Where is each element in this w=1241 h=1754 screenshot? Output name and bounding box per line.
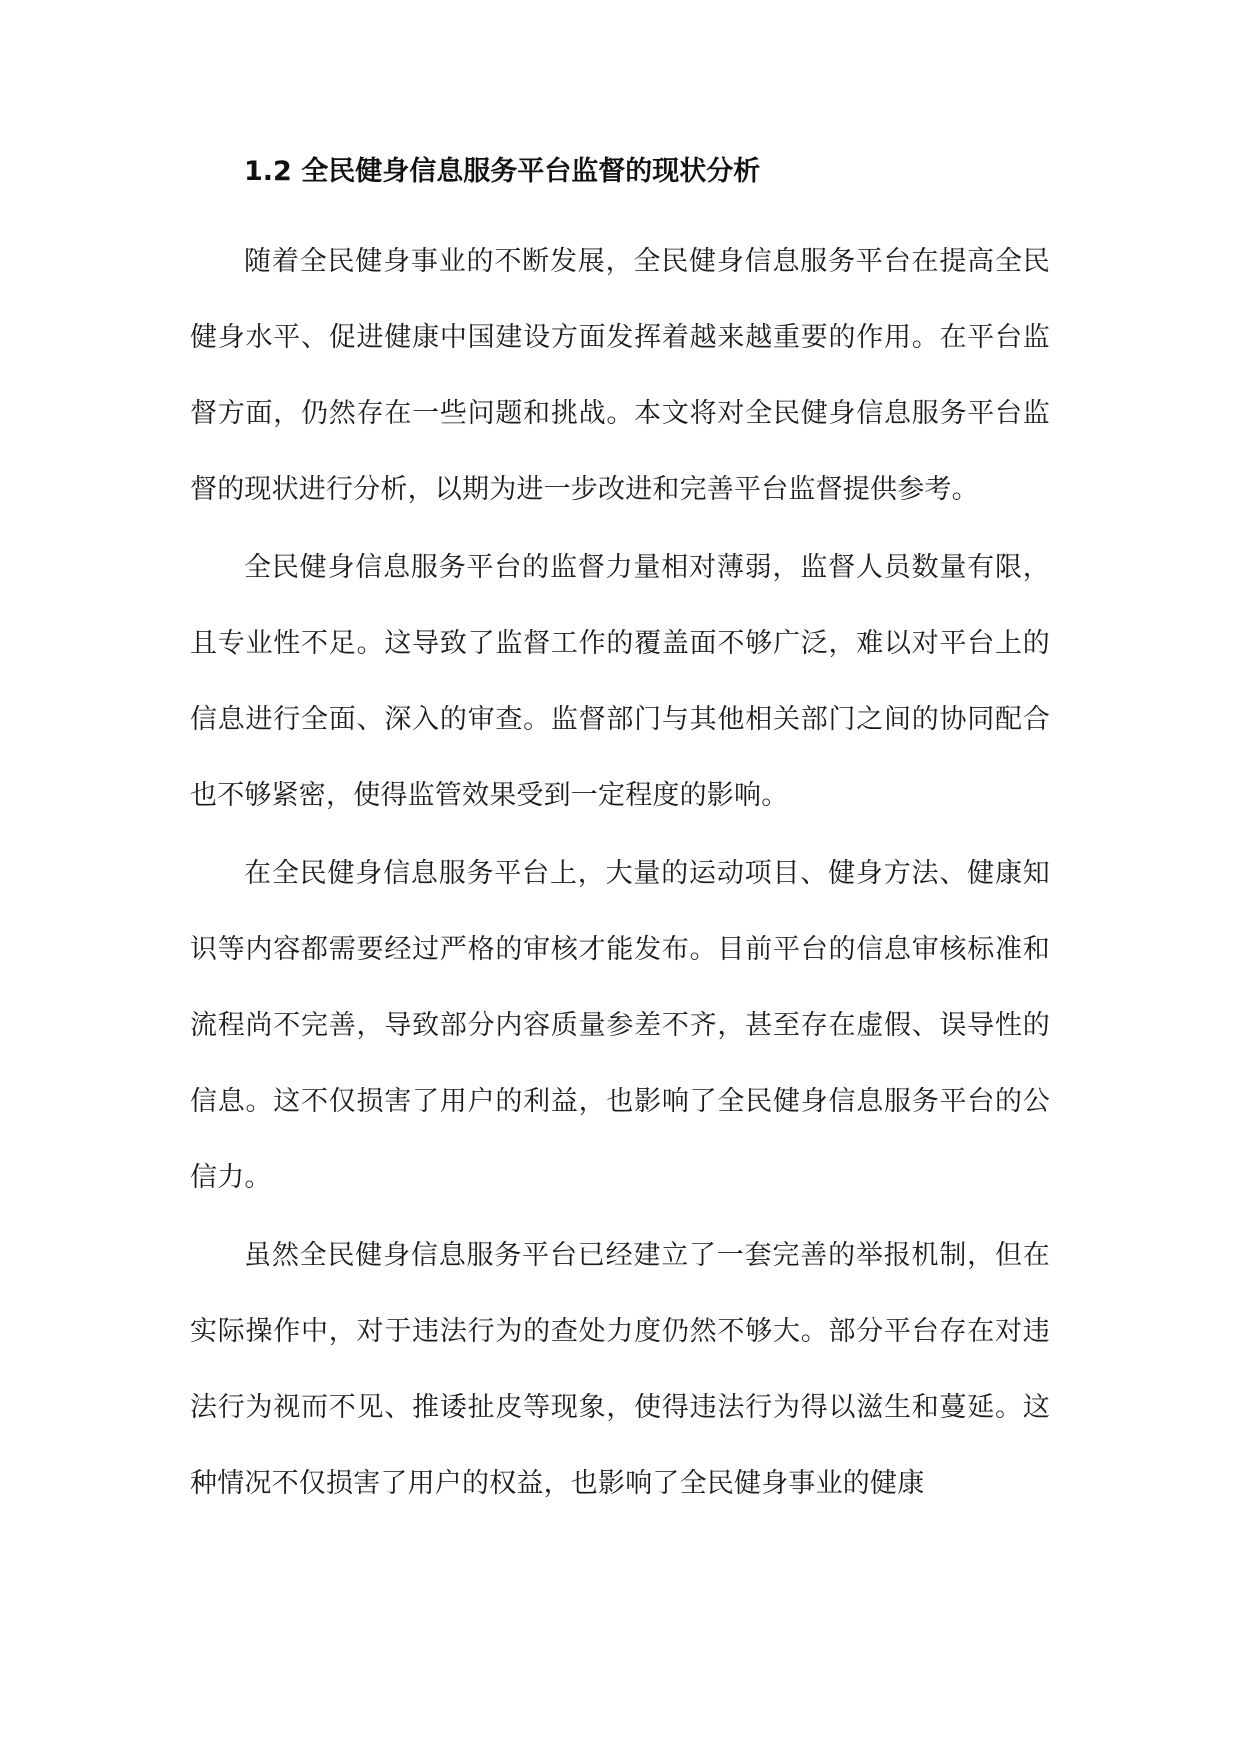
paragraph-1: 随着全民健身事业的不断发展，全民健身信息服务平台在提高全民健身水平、促进健康中国建设方面发挥着越来越重要的作用。在平台监督方面，仍然存在一些问题和挑战。本文将对全民健身信息服务平台监督的现状进行分析，以期为进一步改进和完善平台监督提供参考。 bbox=[190, 246, 1050, 505]
paragraph-2: 全民健身信息服务平台的监督力量相对薄弱，监督人员数量有限，且专业性不足。这导致了监督工作的覆盖面不够广泛，难以对平台上的信息进行全面、深入的审查。监督部门与其他相关部门之间的协同配合也不够紧密，使得监管效果受到一定程度的影响。 bbox=[190, 552, 1050, 811]
body-text bbox=[190, 224, 1050, 1524]
paragraph-3: 在全民健身信息服务平台上，大量的运动项目、健身方法、健康知识等内容都需要经过严格的审核才能发布。目前平台的信息审核标准和流程尚不完善，导致部分内容质量参差不齐，甚至存在虚假、误导性的信息。这不仅损害了用户的利益，也影响了全民健身信息服务平台的公信力。 bbox=[190, 858, 1050, 1193]
paragraph-4: 虽然全民健身信息服务平台已经建立了一套完善的举报机制，但在实际操作中，对于违法行为的查处力度仍然不够大。部分平台存在对违法行为视而不见、推诿扯皮等现象，使得违法行为得以滋生和蔓延。这种情况不仅损害了用户的权益，也影响了全民健身事业的健康 bbox=[190, 1240, 1050, 1499]
section-heading: 1.2 全民健身信息服务平台监督的现状分析 bbox=[244, 156, 761, 187]
